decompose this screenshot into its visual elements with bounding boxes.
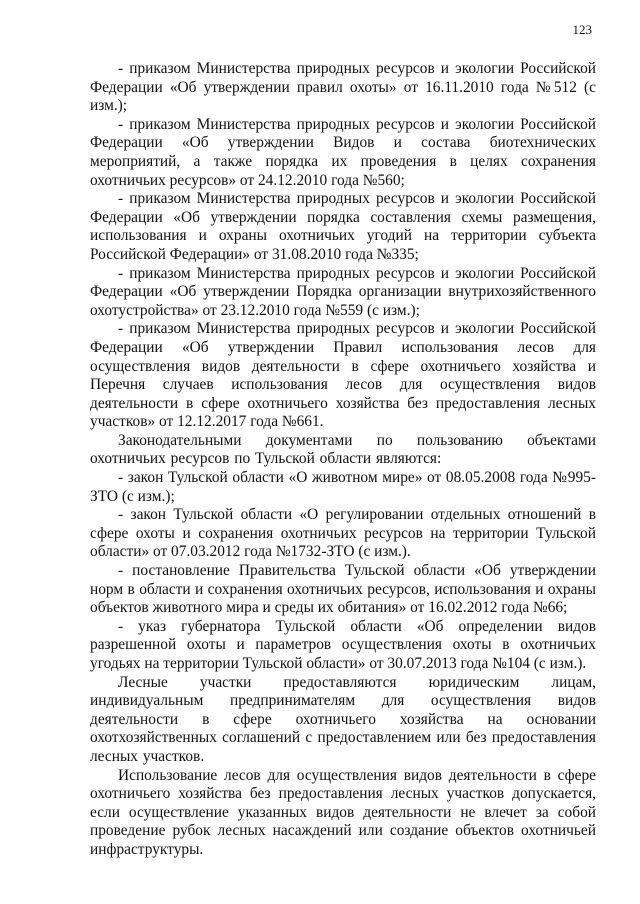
document-body [90,60,596,860]
paragraph-legislative-intro: Законодательными документами по пользованию объектами охотничьих ресурсов по Тульской области являются: [90,431,596,468]
paragraph-order-559: - приказом Министерства природных ресурсов и экологии Российской Федерации «Об утверждении Порядка организации внутрихозяйственного охотустройства» от 23.12.2010 года №559 (с изм.); [90,264,596,319]
paragraph-decree-104: - указ губернатора Тульской области «Об определении видов разрешенной охоты и параметров осуществления охоты в охотничьих угодьях на территории Тульской области» от 30.07.2013 года №104 (с изм.). [90,617,596,672]
paragraph-forest-use: Использование лесов для осуществления видов деятельности в сфере охотничьего хозяйства без предоставления лесных участков допускается, если осуществление указанных видов деятельности не влечет за собой проведение рубок лесных насаждений или создание объектов охотничьей инфраструктуры. [90,766,596,858]
paragraph-law-1732: - закон Тульской области «О регулировании отдельных отношений в сфере охоты и сохранения охотничьих ресурсов на территории Тульской области» от 07.03.2012 года №1732-ЗТО (с изм.). [90,506,596,561]
page-number: 123 [572,22,592,37]
paragraph-order-512: - приказом Министерства природных ресурсов и экологии Российской Федерации «Об утверждении правил охоты» от 16.11.2010 года №512 (с изм.); [90,60,596,115]
paragraph-resolution-66: - постановление Правительства Тульской области «Об утверждении норм в области и сохранения охотничьих ресурсов, использования и охраны объектов животного мира и среды их обитания» от 16.02.2012 года №66; [90,562,596,617]
paragraph-law-995: - закон Тульской области «О животном мире» от 08.05.2008 года №995-ЗТО (с изм.); [90,469,596,505]
paragraph-order-560: - приказом Министерства природных ресурсов и экологии Российской Федерации «Об утверждении Видов и состава биотехнических мероприятий, а также порядка их проведения в целях сохранения охотничьих ресурсов» от 24.12.2010 года №560; [90,115,596,189]
paragraph-order-661: - приказом Министерства природных ресурсов и экологии Российской Федерации «Об утверждении Правил использования лесов для осуществления видов деятельности в сфере охотничьего хозяйства и Перечня случаев использования лесов для осуществления видов деятельности в сфере охотничьего хозяйства без предоставления лесных участков» от 12.12.2017 года №661. [90,320,596,431]
paragraph-order-335: - приказом Министерства природных ресурсов и экологии Российской Федерации «Об утверждении порядка составления схемы размещения, использования и охраны охотничьих угодий на территории субъекта Российской Федерации» от 31.08.2010 года №335; [90,190,596,263]
paragraph-forest-plots: Лесные участки предоставляются юридическим лицам, индивидуальным предпринимателям для осуществления видов деятельности в сфере охотничьего хозяйства на основании охотхозяйственных соглашений с предоставлением или без предоставления лесных участков. [90,673,596,765]
